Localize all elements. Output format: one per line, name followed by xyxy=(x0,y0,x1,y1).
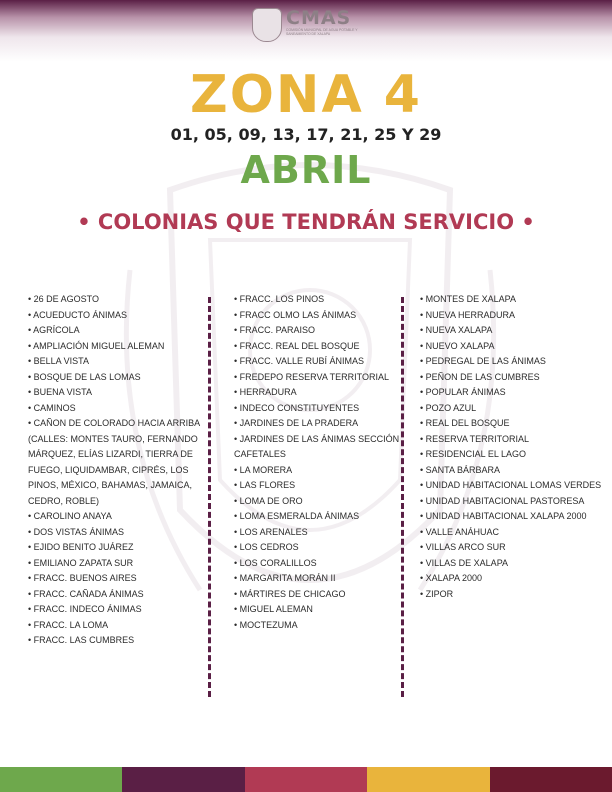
colonies-column-3 xyxy=(420,292,606,602)
colony-item: • XALAPA 2000 xyxy=(420,573,483,583)
colony-item: • LOMA DE ORO xyxy=(234,495,303,506)
colony-item: • FRACC. VALLE RUBÍ ÁNIMAS xyxy=(234,356,365,366)
colony-item: • VILLAS ARCO SUR xyxy=(420,542,506,552)
colony-item: • FRACC. REAL DEL BOSQUE xyxy=(234,340,360,351)
colonies-heading: • COLONIAS QUE TENDRÁN SERVICIO • xyxy=(77,210,535,234)
colony-item: • LAS FLORES xyxy=(234,480,296,490)
colony-item: • FRACC. INDECO ÁNIMAS xyxy=(28,604,142,614)
colonies-column-1 xyxy=(28,292,208,649)
colony-item: • POPULAR ÁNIMAS xyxy=(420,387,506,397)
colonies-column-2 xyxy=(234,292,400,633)
colony-item: • UNIDAD HABITACIONAL PASTORESA xyxy=(420,495,585,506)
colony-item: • CAROLINO ANAYA xyxy=(28,511,112,521)
color-bar-segment xyxy=(0,767,122,792)
colony-item: • LOS ARENALES xyxy=(234,526,308,537)
colony-item: • VILLAS DE XALAPA xyxy=(420,557,509,568)
colony-item: • DOS VISTAS ÁNIMAS xyxy=(28,526,125,537)
colony-item: • UNIDAD HABITACIONAL XALAPA 2000 xyxy=(420,511,587,521)
colony-item: • EJIDO BENITO JUÁREZ xyxy=(28,542,134,552)
colony-item: • PEDREGAL DE LAS ÁNIMAS xyxy=(420,356,546,366)
logo-subtext: COMISIÓN MUNICIPAL DE AGUA POTABLE Y SANEAMIENTO DE XALAPA xyxy=(286,28,358,36)
colony-item: • MONTES DE XALAPA xyxy=(420,294,517,304)
bottom-color-bar xyxy=(0,767,612,792)
colony-item: • NUEVO XALAPA xyxy=(420,340,495,351)
month-title: ABRIL xyxy=(240,148,372,192)
colony-item: • BELLA VISTA xyxy=(28,356,90,366)
logo-brand-text: CMAS xyxy=(286,7,352,29)
service-days: 01, 05, 09, 13, 17, 21, 25 Y 29 xyxy=(170,125,442,144)
colony-item: • RESIDENCIAL EL LAGO xyxy=(420,449,527,459)
colony-item: • CAÑON DE COLORADO HACIA ARRIBA (CALLES: MONTES TAURO, FERNANDO MÁRQUEZ, ELÍAS LIZARDI, TIERRA DE FUEGO, LIQUIDAMBAR, CIPRÉS, LOS PINOS, MÉXICO, BAHAMAS, JAMAICA, CEDRO, ROBLE) xyxy=(28,418,200,506)
colony-item: • POZO AZUL xyxy=(420,402,477,413)
colony-item: • FRACC. LOS PINOS xyxy=(234,294,325,304)
colony-item: • LOS CEDROS xyxy=(234,542,299,552)
colony-item: • EMILIANO ZAPATA SUR xyxy=(28,557,134,568)
cmas-logo xyxy=(252,8,364,48)
colony-item: • LA MORERA xyxy=(234,464,293,475)
colony-item: • FRACC. LA LOMA xyxy=(28,619,109,630)
cmas-seal-icon xyxy=(252,8,282,42)
colony-item: • ACUEDUCTO ÁNIMAS xyxy=(28,309,127,320)
color-bar-segment xyxy=(490,767,612,792)
colony-item: • FRACC. BUENOS AIRES xyxy=(28,573,137,583)
colony-item: • FRACC. LAS CUMBRES xyxy=(28,635,135,645)
zone-title: ZONA 4 xyxy=(190,65,422,125)
colony-item: • ZIPOR xyxy=(420,588,454,599)
colony-item: • BUENA VISTA xyxy=(28,387,93,397)
colony-item: • PEÑON DE LAS CUMBRES xyxy=(420,371,540,382)
colony-item: • AMPLIACIÓN MIGUEL ALEMAN xyxy=(28,340,165,351)
colony-item: • FRACC. PARAISO xyxy=(234,325,315,335)
colony-item: • UNIDAD HABITACIONAL LOMAS VERDES xyxy=(420,480,602,490)
colony-item: • MÁRTIRES DE CHICAGO xyxy=(234,588,346,599)
colony-item: • JARDINES DE LA PRADERA xyxy=(234,418,359,428)
colony-item: • LOS CORALILLOS xyxy=(234,557,317,568)
colony-item: • MOCTEZUMA xyxy=(234,619,298,630)
colony-item: • NUEVA XALAPA xyxy=(420,325,493,335)
colony-item: • INDECO CONSTITUYENTES xyxy=(234,402,360,413)
colony-item: • MIGUEL ALEMAN xyxy=(234,604,313,614)
colony-item: • JARDINES DE LAS ÁNIMAS SECCIÓN CAFETALES xyxy=(234,433,400,459)
colony-item: • FRACC OLMO LAS ÁNIMAS xyxy=(234,309,357,320)
color-bar-segment xyxy=(245,767,367,792)
colony-item: • AGRÍCOLA xyxy=(28,325,80,335)
column-divider xyxy=(401,297,404,697)
colony-item: • FREDEPO RESERVA TERRITORIAL xyxy=(234,371,390,382)
colony-item: • VALLE ANÁHUAC xyxy=(420,526,500,537)
colony-item: • CAMINOS xyxy=(28,402,76,413)
colony-item: • RESERVA TERRITORIAL xyxy=(420,433,530,444)
colony-item: • FRACC. CAÑADA ÁNIMAS xyxy=(28,588,144,599)
colony-item: • BOSQUE DE LAS LOMAS xyxy=(28,371,141,382)
colony-item: • MARGARITA MORÁN II xyxy=(234,573,336,583)
colony-item: • HERRADURA xyxy=(234,387,297,397)
colony-item: • REAL DEL BOSQUE xyxy=(420,418,510,428)
colony-item: • SANTA BÁRBARA xyxy=(420,464,501,475)
color-bar-segment xyxy=(122,767,244,792)
colony-item: • 26 DE AGOSTO xyxy=(28,294,100,304)
colony-item: • LOMA ESMERALDA ÁNIMAS xyxy=(234,511,360,521)
colony-item: • NUEVA HERRADURA xyxy=(420,309,516,320)
column-divider xyxy=(208,297,211,697)
color-bar-segment xyxy=(367,767,489,792)
